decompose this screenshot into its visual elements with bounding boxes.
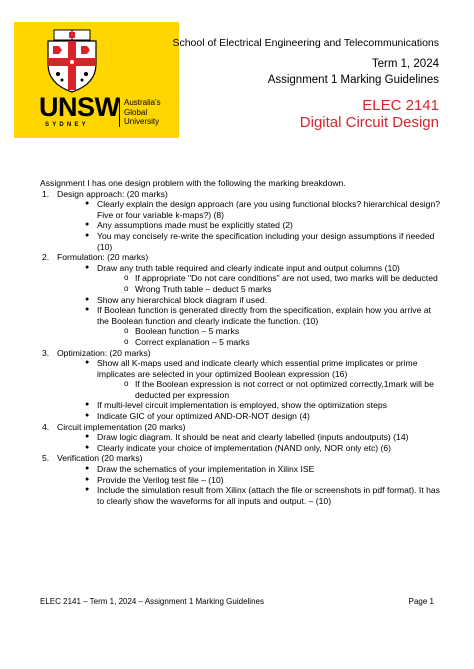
- sub-bullet-item: [124, 273, 440, 284]
- bullet-dot-icon: ●: [85, 263, 90, 271]
- hollow-bullet-icon: o: [124, 336, 129, 346]
- bullet-dot-icon: ●: [85, 306, 90, 314]
- bullet-text: If multi-level circuit implementation is employed, show the optimization steps: [97, 400, 387, 411]
- bullet-text: Show all K-maps used and indicate clearly which essential prime implicates or prime implicates are selected in your optimized Boolean expression (16): [97, 358, 418, 379]
- section-title: Circuit implementation (20 marks): [57, 421, 186, 432]
- term-label: Term 1, 2024: [371, 58, 439, 70]
- unsw-crest-icon: [40, 28, 104, 94]
- bullet-text: Draw any truth table required and clearly indicate input and output columns (10): [97, 262, 400, 273]
- sub-bullet-text: Wrong Truth table – deduct 5 marks: [135, 283, 272, 294]
- sub-bullet-text: If the Boolean expression is not correct or not optimized correctly,1mark will be deducted per expression: [135, 379, 434, 400]
- bullet-text: Show any hierarchical block diagram if used.: [97, 294, 268, 305]
- tagline-line-1: Australia's: [124, 98, 161, 107]
- bullet-item: [85, 305, 440, 326]
- intro-text: Assignment I has one design problem with the following the marking breakdown.: [40, 178, 346, 188]
- section-heading: [40, 422, 440, 433]
- sydney-wordmark: SYDNEY: [45, 122, 89, 128]
- tagline-line-3: University: [124, 117, 160, 126]
- section-heading: [40, 348, 440, 359]
- bullet-dot-icon: ●: [85, 221, 90, 229]
- logo-tagline: [124, 98, 161, 127]
- logo-divider: [119, 99, 120, 127]
- bullet-text: Include the simulation result from Xilinx (attach the file or screenshots in pdf format). It has to clearly show the waveforms for all inputs and output. – (10): [97, 485, 440, 506]
- bullet-text: Draw the schematics of your implementation in Xilinx ISE: [97, 464, 315, 475]
- section-title: Formulation: (20 marks): [57, 252, 149, 263]
- course-name: Digital Circuit Design: [299, 114, 439, 131]
- bullet-dot-icon: ●: [85, 443, 90, 451]
- bullet-item: [85, 464, 440, 475]
- bullet-item: [85, 358, 440, 379]
- bullet-text: Any assumptions made must be explicitly stated (2): [97, 220, 293, 231]
- hollow-bullet-icon: o: [124, 379, 129, 389]
- bullet-dot-icon: ●: [85, 433, 90, 441]
- sub-bullet-text: Correct explanation – 5 marks: [135, 336, 250, 347]
- section-number: 1.: [42, 188, 50, 199]
- hollow-bullet-icon: o: [124, 273, 129, 283]
- sections-list: [40, 189, 440, 507]
- unsw-wordmark: UNSW: [39, 92, 120, 122]
- bullet-item: [85, 400, 440, 411]
- section-number: 2.: [42, 252, 50, 263]
- bullet-item: [85, 231, 440, 252]
- footer-text: ELEC 2141 – Term 1, 2024 – Assignment 1 Marking Guidelines: [40, 597, 264, 606]
- bullet-text: Indicate GIC of your optimized AND-OR-NOT design (4): [97, 411, 310, 422]
- course-code: ELEC 2141: [362, 97, 439, 114]
- bullet-dot-icon: ●: [85, 295, 90, 303]
- bullet-item: [85, 485, 440, 506]
- section-number: 4.: [42, 421, 50, 432]
- sub-bullet-item: [124, 284, 440, 295]
- school-name: School of Electrical Engineering and Telecommunications: [172, 37, 439, 49]
- section-heading: [40, 252, 440, 263]
- section-heading: [40, 189, 440, 200]
- marking-guidelines-body: [40, 178, 440, 506]
- unsw-logo: [14, 22, 179, 138]
- bullet-dot-icon: ●: [85, 412, 90, 420]
- bullet-text: Draw logic diagram. It should be neat and clearly labelled (inputs andoutputs) (14): [97, 432, 409, 443]
- section-number: 5.: [42, 453, 50, 464]
- bullet-item: [85, 295, 440, 306]
- bullet-item: [85, 475, 440, 486]
- bullet-dot-icon: ●: [85, 200, 90, 208]
- hollow-bullet-icon: o: [124, 326, 129, 336]
- section-title: Verification (20 marks): [57, 453, 143, 464]
- bullet-dot-icon: ●: [85, 231, 90, 239]
- bullet-item: [85, 199, 440, 220]
- document-title: Assignment 1 Marking Guidelines: [267, 74, 439, 86]
- bullet-dot-icon: ●: [85, 486, 90, 494]
- bullet-dot-icon: ●: [85, 359, 90, 367]
- bullet-text: Provide the Verilog test file – (10): [97, 474, 224, 485]
- section-number: 3.: [42, 347, 50, 358]
- bullet-item: [85, 432, 440, 443]
- bullet-item: [85, 411, 440, 422]
- bullet-item: [85, 263, 440, 274]
- bullet-item: [85, 220, 440, 231]
- section-heading: [40, 453, 440, 464]
- sub-bullet-item: [124, 326, 440, 337]
- section-title: Design approach: (20 marks): [57, 188, 168, 199]
- sub-bullet-text: If appropriate "Do not care conditions" are not used, two marks will be deducted: [135, 273, 438, 284]
- tagline-line-2: Global: [124, 107, 148, 117]
- section-title: Optimization: (20 marks): [57, 347, 151, 358]
- sub-bullet-item: [124, 337, 440, 348]
- bullet-item: [85, 443, 440, 454]
- bullet-dot-icon: ●: [85, 465, 90, 473]
- bullet-dot-icon: ●: [85, 401, 90, 409]
- sub-bullet-text: Boolean function – 5 marks: [135, 326, 240, 337]
- bullet-dot-icon: ●: [85, 475, 90, 483]
- bullet-text: You may concisely re-write the specification including your design assumptions if needed (10): [97, 230, 435, 252]
- bullet-text: Clearly explain the design approach (are you using functional blocks? hierarchical design? Five or four variable k-maps?) (8): [97, 199, 440, 220]
- sub-bullet-item: [124, 379, 440, 400]
- bullet-text: Clearly indicate your choice of implementation (NAND only, NOR only etc) (6): [97, 442, 392, 453]
- page-number: Page 1: [408, 597, 434, 606]
- bullet-text: If Boolean function is generated directly from the specification, explain how you arrive at the Boolean function and clearly indicate the function. (10): [97, 305, 431, 326]
- hollow-bullet-icon: o: [124, 283, 129, 293]
